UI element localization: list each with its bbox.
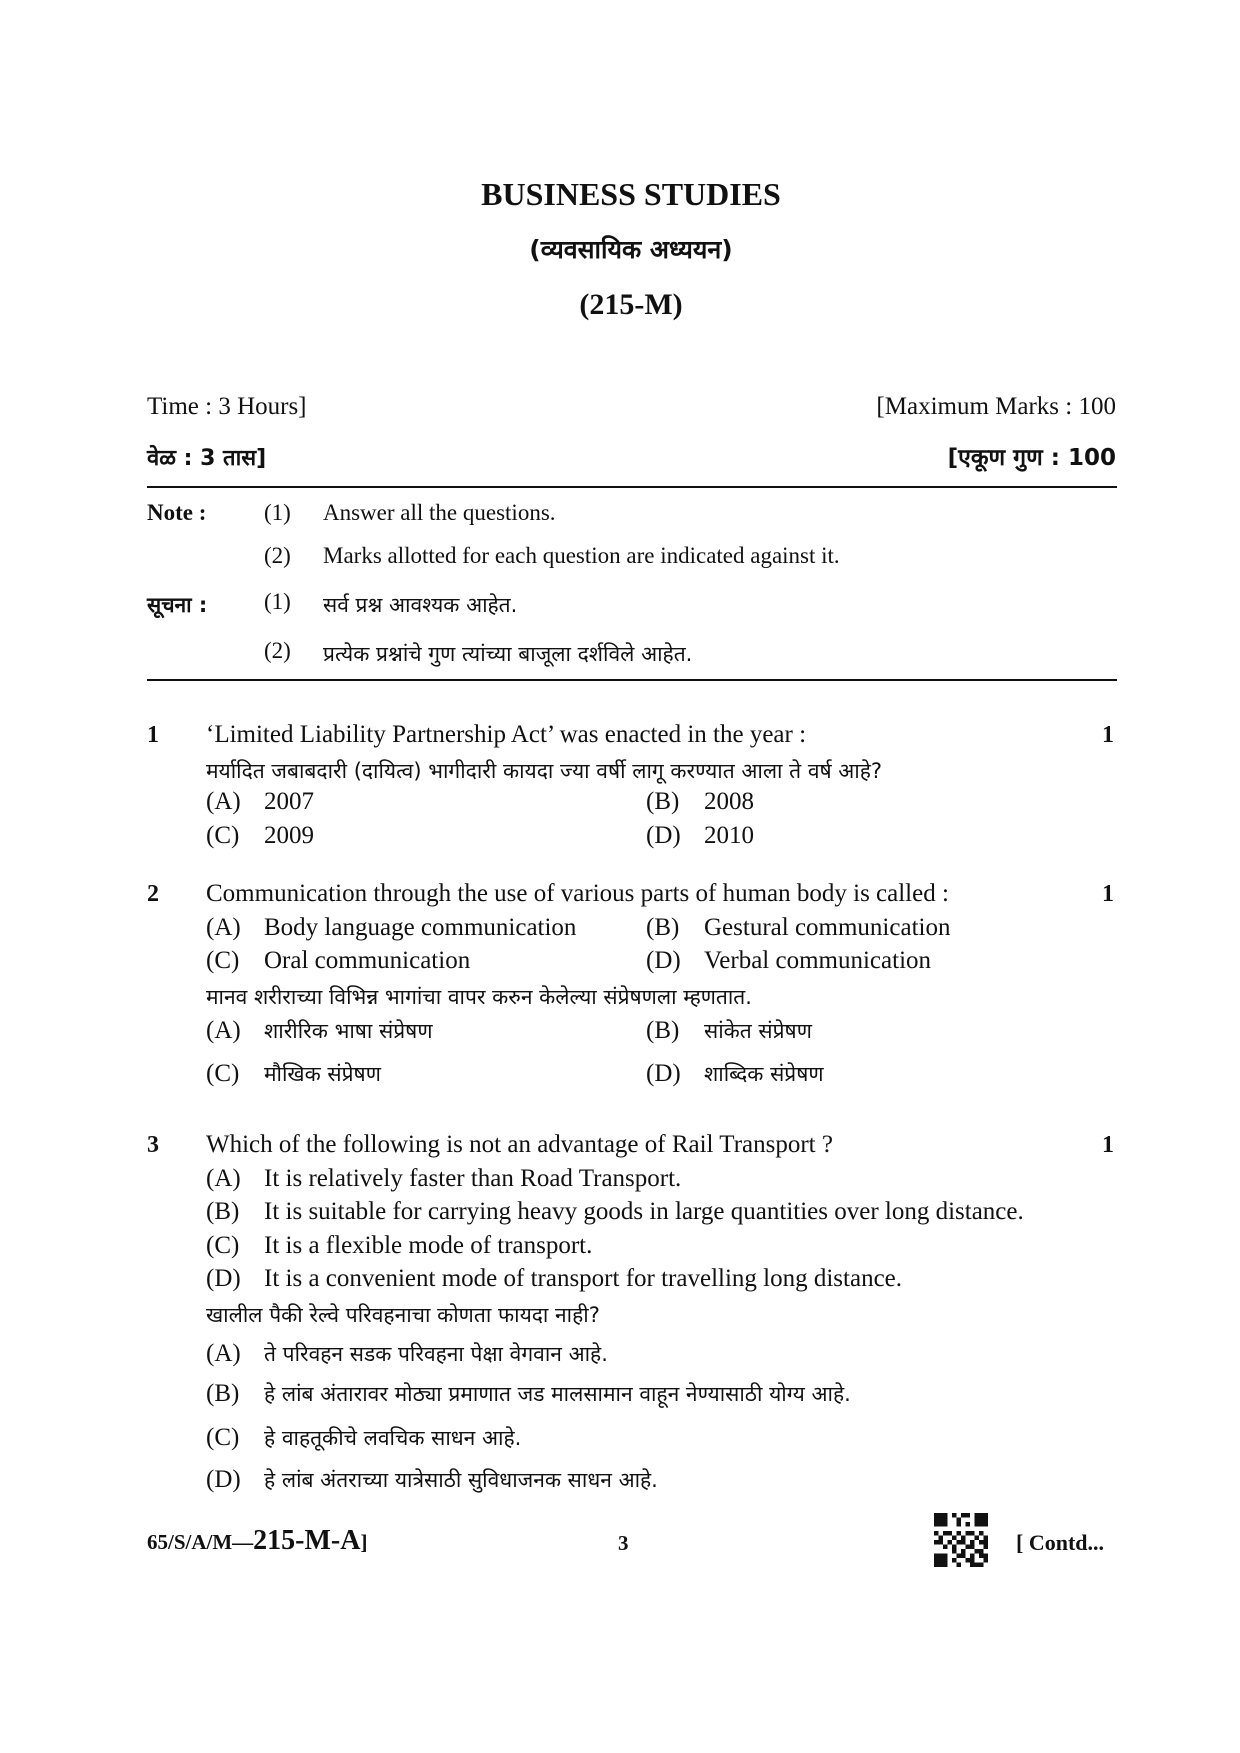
note-2-number: (2) bbox=[264, 543, 291, 568]
question-2-option-c: (C) Oral communication bbox=[206, 947, 471, 974]
question-1-option-d: (D) 2010 bbox=[646, 822, 754, 849]
question-3-option-d-mr: (D) हे लांब अंतराच्या यात्रेसाठी सुविधाजनक साधन आहे. bbox=[206, 1466, 658, 1493]
question-3-option-a: (A) It is relatively faster than Road Transport. bbox=[206, 1165, 682, 1192]
page-subtitle: (व्यवसायिक अध्ययन) bbox=[529, 235, 733, 264]
time-label: Time : 3 Hours] bbox=[147, 393, 307, 420]
question-1-number: 1 bbox=[147, 722, 159, 748]
max-marks-label: [Maximum Marks : 100 bbox=[876, 393, 1116, 420]
question-3-option-a-mr: (A) ते परिवहन सडक परिवहना पेक्षा वेगवान आहे. bbox=[206, 1340, 608, 1367]
question-1-option-a: (A) 2007 bbox=[206, 788, 314, 815]
max-marks-label-mr: [एकूण गुण : 100 bbox=[947, 445, 1116, 471]
note-1-text: Answer all the questions. bbox=[323, 500, 556, 525]
footer-paper-code: 65/S/A/M—215-M-A] bbox=[147, 1525, 368, 1556]
question-1-option-c: (C) 2009 bbox=[206, 822, 314, 849]
question-3-text: Which of the following is not an advantage of Rail Transport ? bbox=[206, 1131, 833, 1158]
time-label-mr: वेळ : 3 तास] bbox=[147, 446, 267, 471]
page-title: BUSINESS STUDIES bbox=[481, 176, 781, 212]
question-1-option-b: (B) 2008 bbox=[646, 788, 754, 815]
question-2-number: 2 bbox=[147, 881, 159, 907]
note-mr-1-text: सर्व प्रश्न आवश्यक आहेत. bbox=[323, 593, 518, 617]
note-1-number: (1) bbox=[264, 500, 291, 525]
question-2-option-b-mr: (B) सांकेत संप्रेषण bbox=[646, 1017, 812, 1044]
question-3-option-b: (B) It is suitable for carrying heavy goods in large quantities over long distance. bbox=[206, 1198, 1024, 1225]
question-3-option-c-mr: (C) हे वाहतूकीचे लवचिक साधन आहे. bbox=[206, 1424, 522, 1451]
notes-divider bbox=[147, 679, 1117, 681]
question-2-option-d: (D) Verbal communication bbox=[646, 947, 932, 974]
question-2-text: Communication through the use of various parts of human body is called : bbox=[206, 880, 949, 907]
note-label-mr: सूचना : bbox=[147, 593, 208, 617]
question-1-text-mr: मर्यादित जबाबदारी (दायित्व) भागीदारी कायदा ज्या वर्षी लागू करण्यात आला ते वर्ष आहे? bbox=[206, 759, 883, 783]
question-2-option-a: (A) Body language communication bbox=[206, 914, 577, 941]
question-2-option-d-mr: (D) शाब्दिक संप्रेषण bbox=[646, 1060, 824, 1087]
question-3-option-b-mr: (B) हे लांब अंतारावर मोठ्या प्रमाणात जड मालसामान वाहून नेण्यासाठी योग्य आहे. bbox=[206, 1380, 851, 1407]
question-1-text: ‘Limited Liability Partnership Act’ was enacted in the year : bbox=[206, 721, 807, 748]
question-3-option-c: (C) It is a flexible mode of transport. bbox=[206, 1232, 593, 1259]
note-mr-1-number: (1) bbox=[264, 589, 291, 614]
subject-code: (215-M) bbox=[579, 288, 683, 321]
question-3-number: 3 bbox=[147, 1132, 159, 1158]
question-3-marks: 1 bbox=[1102, 1132, 1114, 1158]
question-1-marks: 1 bbox=[1102, 722, 1114, 748]
note-2-text: Marks allotted for each question are indicated against it. bbox=[323, 543, 840, 568]
page-number: 3 bbox=[618, 1531, 629, 1555]
question-2-option-b: (B) Gestural communication bbox=[646, 914, 951, 941]
note-mr-2-text: प्रत्येक प्रश्नांचे गुण त्यांच्या बाजूला दर्शविले आहेत. bbox=[323, 642, 693, 666]
question-2-text-mr: मानव शरीराच्या विभिन्न भागांचा वापर करुन केलेल्या संप्रेषणला म्हणतात. bbox=[206, 985, 752, 1009]
note-label: Note : bbox=[147, 500, 207, 525]
question-3-option-d: (D) It is a convenient mode of transport for travelling long distance. bbox=[206, 1265, 903, 1292]
note-mr-2-number: (2) bbox=[264, 638, 291, 663]
continued-label: [ Contd... bbox=[1016, 1530, 1105, 1555]
qr-code-icon bbox=[934, 1513, 988, 1567]
header-divider bbox=[147, 486, 1117, 488]
question-2-option-a-mr: (A) शारीरिक भाषा संप्रेषण bbox=[206, 1017, 433, 1044]
question-2-marks: 1 bbox=[1102, 881, 1114, 907]
question-2-option-c-mr: (C) मौखिक संप्रेषण bbox=[206, 1060, 381, 1087]
question-3-text-mr: खालील पैकी रेल्वे परिवहनाचा कोणता फायदा नाही? bbox=[206, 1303, 600, 1327]
